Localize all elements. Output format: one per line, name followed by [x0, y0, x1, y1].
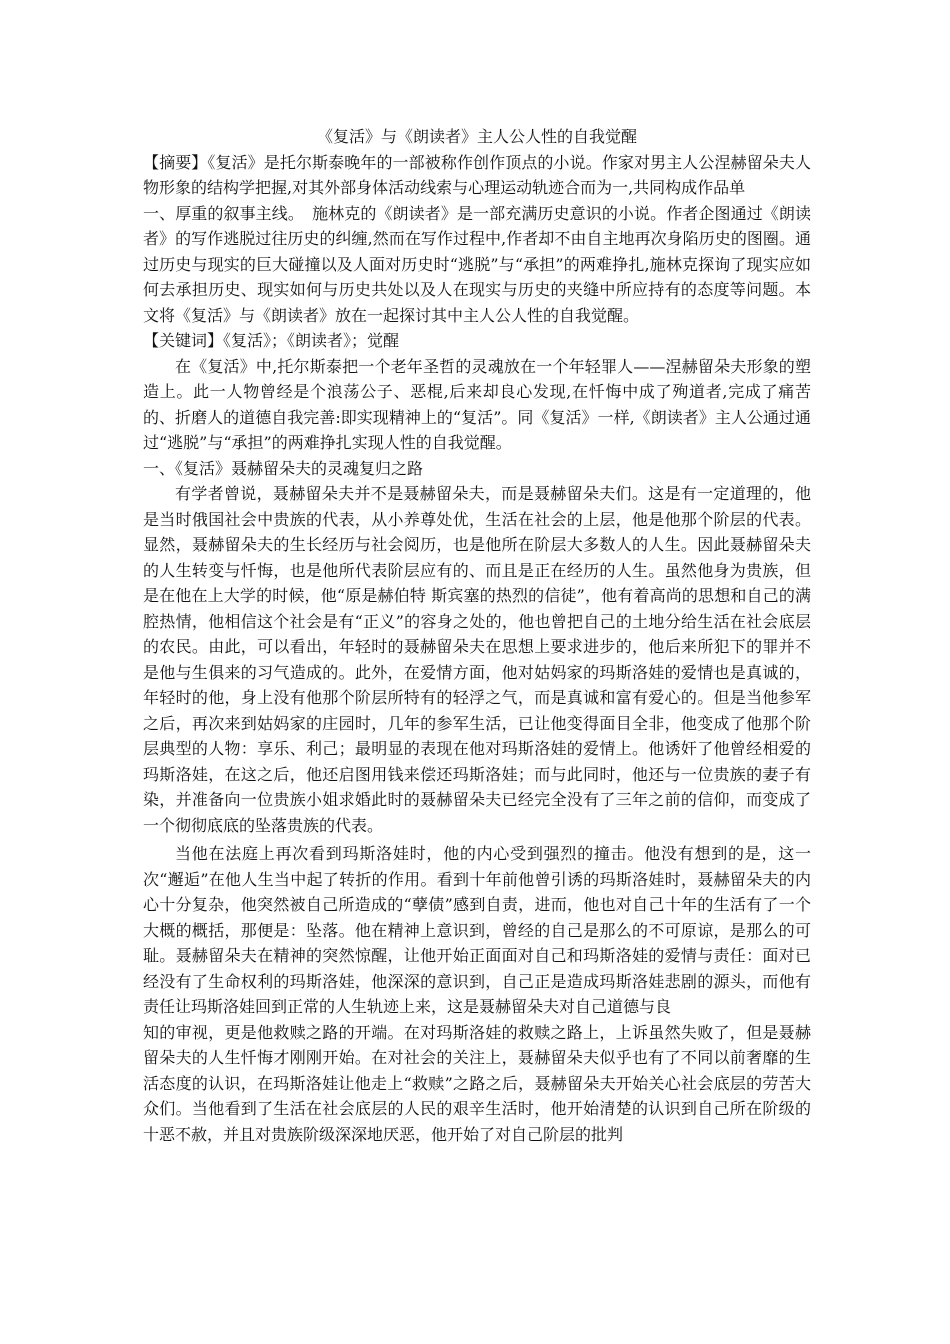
- section-heading: 一、《复活》聂赫留朵夫的灵魂复归之路: [143, 458, 424, 478]
- document-page: [143, 124, 811, 1147]
- intro-paragraph: 一、厚重的叙事主线。 施林克的《朗读者》是一部充满历史意识的小说。作者企图通过《朗读者》的写作逃脱过往历史的纠缠,然而在写作过程中,作者却不由自主地再次身陷历史的图圈。通过历史与现实的巨大碰撞以及人面对历史时“逃脱”与“承担”的两难挣扎,施林克探询了现实应如何去承担历史、现实如何与历史共处以及人在现实与历史的夹缝中所应持有的态度等问题。本文将《复活》与《朗读者》放在一起探讨其中主人公人性的自我觉醒。: [143, 203, 811, 325]
- body-paragraph-3: 当他在法庭上再次看到玛斯洛娃时，他的内心受到强烈的撞击。他没有想到的是，这一次“邂逅”在他人生当中起了转折的作用。看到十年前他曾引诱的玛斯洛娃时，聂赫留朵夫的内心十分复杂，他突然被自己所造成的“孽债”感到自责，进而，他也对自己十年的生活有了一个大概的概括，那便是：坠落。他在精神上意识到，曾经的自己是那么的不可原谅，是那么的可耻。聂赫留朵夫在精神的突然惊醒，让他开始正面面对自己和玛斯洛娃的爱情与责任：面对已经没有了生命权利的玛斯洛娃，他深深的意识到，自己正是造成玛斯洛娃悲剧的源头，而他有责任让玛斯洛娃回到正常的人生轨迹上来，这是聂赫留朵夫对自己道德与良: [143, 844, 811, 1016]
- abstract-paragraph: 【摘要】《复活》是托尔斯泰晚年的一部被称作创作顶点的小说。作家对男主人公涅赫留朵夫人物形象的结构学把握,对其外部身体活动线索与心理运动轨迹合而为一,共同构成作品单: [143, 152, 811, 197]
- body-paragraph-1: 在《复活》中,托尔斯泰把一个老年圣哲的灵魂放在一个年轻罪人——涅赫留朵夫形象的塑造上。此一人物曾经是个浪荡公子、恶棍,后来却良心发现,在忏悔中成了殉道者,完成了痛苦的、折磨人的道德自我完善:即实现精神上的“复活”。同《复活》一样,《朗读者》主人公通过通过“逃脱”与“承担”的两难挣扎实现人性的自我觉醒。: [143, 356, 811, 452]
- body-paragraph-2: 有学者曾说，聂赫留朵夫并不是聂赫留朵夫，而是聂赫留朵夫们。这是有一定道理的，他是当时俄国社会中贵族的代表，从小养尊处优，生活在社会的上层，他是他那个阶层的代表。显然，聂赫留朵夫的生长经历与社会阅历，也是他所在阶层大多数人的人生。因此聂赫留朵夫的人生转变与忏悔，也是他所代表阶层应有的、而且是正在经历的人生。虽然他身为贵族，但是在他在上大学的时候，他“原是赫伯特 斯宾塞的热烈的信徒”，他有着高尚的思想和自己的满腔热情，他相信这个社会是有“正义”的容身之处的，他也曾把自己的土地分给生活在社会底层的农民。由此，可以看出，年轻时的聂赫留朵夫在思想上要求进步的，他后来所犯下的罪并不是他与生俱来的习气造成的。此外，在爱情方面，他对姑妈家的玛斯洛娃的爱情也是真诚的，年轻时的他，身上没有他那个阶层所特有的轻浮之气，而是真诚和富有爱心的。但是当他参军之后，再次来到姑妈家的庄园时，几年的参军生活，已让他变得面目全非，他变成了他那个阶层典型的人物：享乐、利己；最明显的表现在他对玛斯洛娃的爱情上。他诱奸了他曾经相爱的玛斯洛娃，在这之后，他还启图用钱来偿还玛斯洛娃；而与此同时，他还与一位贵族的妻子有染，并准备向一位贵族小姐求婚此时的聂赫留朵夫已经完全没有了三年之前的信仰，而变成了一个彻彻底底的坠落贵族的代表。: [143, 484, 811, 835]
- document-title: 《复活》与《朗读者》主人公人性的自我觉醒: [316, 127, 637, 146]
- body-paragraph-4: 知的审视，更是他救赎之路的开端。在对玛斯洛娃的救赎之路上，上诉虽然失败了，但是聂赫留朵夫的人生忏悔才刚刚开始。在对社会的关注上，聂赫留朵夫似乎也有了不同以前奢靡的生活态度的认识，在玛斯洛娃让他走上“救赎”之路之后，聂赫留朵夫开始关心社会底层的劳苦大众们。当他看到了生活在社会底层的人民的艰辛生活时，他开始清楚的认识到自己所在阶级的十恶不赦，并且对贵族阶级深深地厌恶，他开始了对自己阶层的批判: [143, 1022, 811, 1144]
- keywords-line: 【关键词】《复活》；《朗读者》；觉醒: [143, 331, 400, 350]
